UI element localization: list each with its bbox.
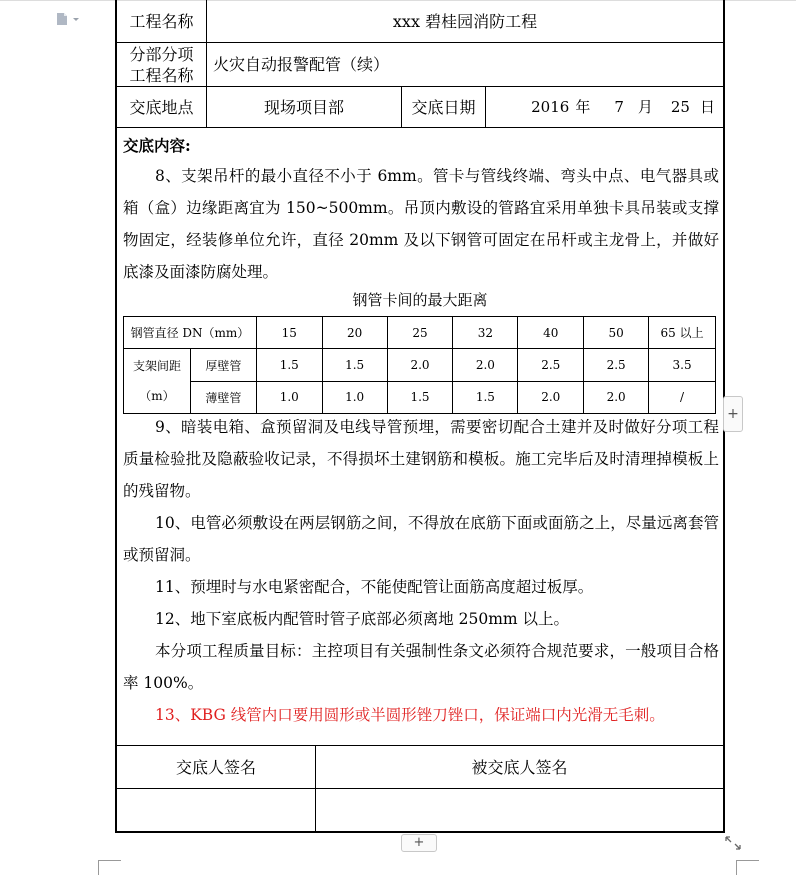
- project-name-label: 工程名称: [129, 11, 194, 31]
- table-header-label: 钢管直径 DN（mm）: [124, 317, 257, 349]
- disclosure-form: [115, 0, 725, 833]
- date-year: 2016: [531, 97, 570, 116]
- project-name-value: xxx 碧桂园消防工程: [392, 11, 538, 31]
- table-cell: /: [649, 381, 716, 414]
- table-cell: 65 以上: [649, 317, 716, 349]
- crop-mark: [736, 860, 737, 875]
- pipe-clamp-spacing-table: [123, 316, 716, 414]
- item-12: 12、地下室底板内配管时管子底部必须离地 250mm 以上。: [155, 610, 570, 628]
- grid-line: [117, 127, 723, 128]
- table-cell: 2.0: [387, 349, 453, 382]
- expand-icon[interactable]: [723, 834, 743, 852]
- giver-signature-field[interactable]: [117, 789, 315, 831]
- item-10: 10、电管必须敷设在两层钢筋之间，不得放在底筋下面或面筋之上，尽量远离套管或预留洞。: [123, 514, 719, 564]
- receiver-signature-field[interactable]: [316, 789, 723, 831]
- item-13: 13、KBG 线管内口要用圆形或半圆形锉刀锉口，保证端口内光滑无毛刺。: [155, 706, 665, 724]
- table-cell: 25: [387, 317, 453, 349]
- table-cell: 2.5: [584, 349, 649, 382]
- location-value: 现场项目部: [263, 97, 344, 117]
- table-cell: 2.0: [453, 349, 518, 382]
- table-caption: 钢管卡间的最大距离: [352, 291, 488, 309]
- table-cell: 1.5: [322, 349, 387, 382]
- crop-mark: [99, 860, 121, 861]
- table-cell: 50: [584, 317, 649, 349]
- add-row-button[interactable]: +: [401, 834, 437, 852]
- quality-goal: 本分项工程质量目标：主控项目有关强制性条文必须符合规范要求，一般项目合格率 100%。: [123, 642, 719, 692]
- date-year-unit: 年: [575, 97, 591, 116]
- sub-project-value: 火灾自动报警配管（续）: [213, 55, 390, 74]
- table-cell: 32: [453, 317, 518, 349]
- sub-project-label-line2: 工程名称: [129, 65, 194, 85]
- table-cell: 15: [256, 317, 322, 349]
- content-block-bottom: [123, 411, 719, 731]
- date-month: 7: [614, 97, 624, 116]
- item-8: 8、支架吊杆的最小直径不小于 6mm。管卡与管线终端、弯头中点、电气器具或箱（盒）边缘距离宜为 150~500mm。吊顶内敷设的管路宜采用单独卡具吊装或支撑物固定，经装修单位允许，直径 20mm 及以下钢管可固定在吊杆或主龙骨上，并做好底漆及面漆防腐处理。: [123, 167, 719, 281]
- table-cell: 1.5: [256, 349, 322, 382]
- table-group-cell: [124, 349, 257, 414]
- content-title: 交底内容:: [123, 136, 191, 155]
- item-11: 11、预埋时与水电紧密配合，不能使配管让面筋高度超过板厚。: [155, 578, 594, 596]
- table-cell: 40: [518, 317, 584, 349]
- group-label-line2: （m）: [139, 389, 175, 403]
- thin-wall-label: 薄壁管: [205, 391, 242, 405]
- table-cell: 1.0: [322, 381, 387, 414]
- date-label: 交底日期: [411, 97, 476, 117]
- table-cell: 2.0: [518, 381, 584, 414]
- content-block-top: [123, 132, 719, 288]
- add-column-button[interactable]: +: [723, 396, 743, 432]
- table-row: [124, 317, 716, 349]
- table-cell: 20: [322, 317, 387, 349]
- table-cell: 1.5: [453, 381, 518, 414]
- sub-project-label-line1: 分部分项: [129, 44, 194, 64]
- table-cell: 1.5: [387, 381, 453, 414]
- date-day-unit: 日: [699, 97, 715, 116]
- table-row: [124, 349, 716, 382]
- date-month-unit: 月: [637, 97, 653, 116]
- item-9: 9、暗装电箱、盒预留洞及电线导管预埋，需要密切配合土建并及时做好分项工程质量检验批及隐蔽验收记录，不得损坏土建钢筋和模板。施工完毕后及时清理掉模板上的残留物。: [123, 418, 719, 500]
- date-value: [486, 87, 723, 127]
- table-cell: 3.5: [649, 349, 716, 382]
- giver-signature-label: 交底人签名: [175, 757, 256, 777]
- table-cell: 2.5: [518, 349, 584, 382]
- crop-mark: [98, 860, 99, 875]
- table-cell: 2.0: [584, 381, 649, 414]
- sub-project-label: [117, 43, 206, 86]
- crop-mark: [737, 860, 759, 861]
- thick-wall-label: 厚壁管: [191, 349, 256, 382]
- date-day: 25: [670, 97, 690, 116]
- table-cell: 1.0: [256, 381, 322, 414]
- location-label: 交底地点: [129, 97, 194, 117]
- group-label-line1: 支架间距: [132, 359, 181, 373]
- receiver-signature-label: 被交底人签名: [471, 757, 568, 777]
- document-icon[interactable]: [56, 12, 84, 26]
